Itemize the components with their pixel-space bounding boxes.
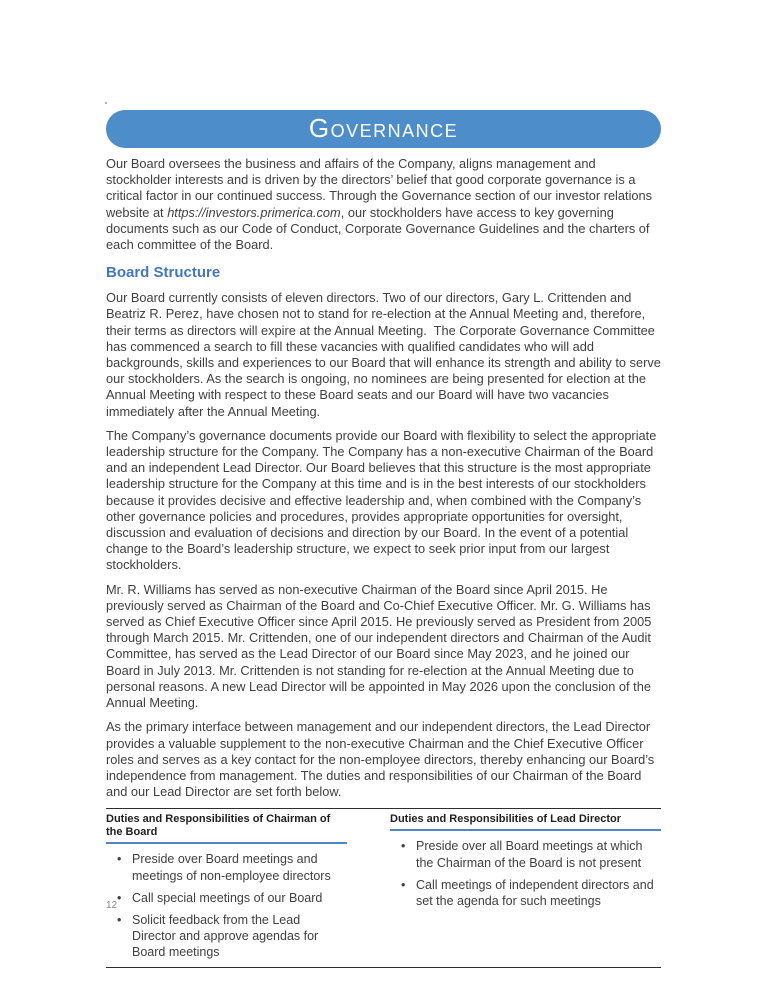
duties-table bbox=[106, 808, 661, 967]
section-heading-board-structure: Board Structure bbox=[106, 264, 221, 282]
governance-banner bbox=[106, 110, 661, 148]
lead-director-role-paragraph: As the primary interface between management and our independent directors, the Lead Director provides a valuable supplement to the non-executive Chairman and the Chief Executive Officer roles and serves as a key contact for the non-employee directors, thereby enhancing our Board’s independence from management. The duties and responsibilities of our Chairman of the Board and our Lead Director are set forth below. bbox=[106, 719, 658, 800]
intro-text-before: Our Board oversees the business and affairs of the Company, aligns management and stockholder interests and is driven by the directors’ belief that good corporate governance is a critical factor in our continued success. Through the Governance section of our investor relations website at bbox=[106, 156, 656, 220]
chairman-duty-list bbox=[106, 851, 347, 960]
duty-item: • Preside over Board meetings and meetings of non-employee directors bbox=[106, 851, 347, 883]
stray-mark bbox=[105, 102, 107, 104]
lead-director-duties-column bbox=[390, 809, 661, 966]
page-content bbox=[106, 110, 665, 968]
intro-paragraph bbox=[106, 156, 661, 253]
duty-item: • Preside over all Board meetings at which the Chairman of the Board is not present bbox=[390, 838, 661, 870]
banner-title: Governance bbox=[308, 112, 459, 143]
table-column-header-lead-director: Duties and Responsibilities of Lead Director bbox=[390, 809, 661, 831]
board-composition-paragraph: Our Board currently consists of eleven directors. Two of our directors, Gary L. Crittenden and Beatriz R. Perez, have chosen not to stand for re-election at the Annual Meeting and, therefore, their terms as directors will expire at the Annual Meeting. The Corporate Governance Committee has commenced a search to fill these vacancies with qualified candidates who will add backgrounds, skills and experiences to our Board that will enhance its strength and ability to serve our stockholders. As the search is ongoing, no nominees are being presented for election at the Annual Meeting with respect to these Board seats and our Board will have two vacancies immediately after the Annual Meeting. bbox=[106, 290, 665, 419]
chairman-duties-column bbox=[106, 809, 347, 966]
lead-director-duty-list bbox=[390, 838, 661, 909]
duty-item: • Solicit feedback from the Lead Director and approve agendas for Board meetings bbox=[106, 912, 347, 961]
leadership-structure-paragraph: The Company’s governance documents provide our Board with flexibility to select the appropriate leadership structure for the Company. The Company has a non-executive Chairman of the Board and an independent Lead Director. Our Board believes that this structure is the most appropriate leadership structure for the Company at this time and is in the best interests of our stockholders because it provides decisive and effective leadership and, when combined with the Company’s other governance policies and procedures, provides appropriate opportunities for oversight, discussion and evaluation of decisions and direction by our Board. In the event of a potential change to the Board’s leadership structure, we expect to seek prior input from our largest stockholders. bbox=[106, 427, 660, 573]
duty-item: • Call meetings of independent directors and set the agenda for such meetings bbox=[390, 877, 661, 909]
page-number: 12 bbox=[106, 900, 118, 911]
intro-text-after: , our stockholders have access to key governing documents such as our Code of Conduct, Corporate Governance Guidelines and the charters of each committee of the Board. bbox=[106, 204, 654, 253]
duty-item: • Call special meetings of our Board bbox=[106, 890, 347, 906]
chairman-history-paragraph: Mr. R. Williams has served as non-executive Chairman of the Board since April 2015. He previously served as Chairman of the Board and Co-Chief Executive Officer. Mr. G. Williams has served as Chief Executive Officer since April 2015. He previously served as President from 2005 through March 2015. Mr. Crittenden, one of our independent directors and Chairman of the Audit Committee, has served as the Lead Director of our Board since May 2023, and he joined our Board in July 2013. Mr. Crittenden is not standing for re-election at the Annual Meeting due to personal reasons. A new Lead Director will be appointed in May 2026 upon the conclusion of the Annual Meeting. bbox=[106, 581, 655, 711]
table-column-header-chairman: Duties and Responsibilities of Chairman of the Board bbox=[106, 809, 347, 844]
investor-website-url: https://investors.primerica.com bbox=[167, 204, 341, 220]
